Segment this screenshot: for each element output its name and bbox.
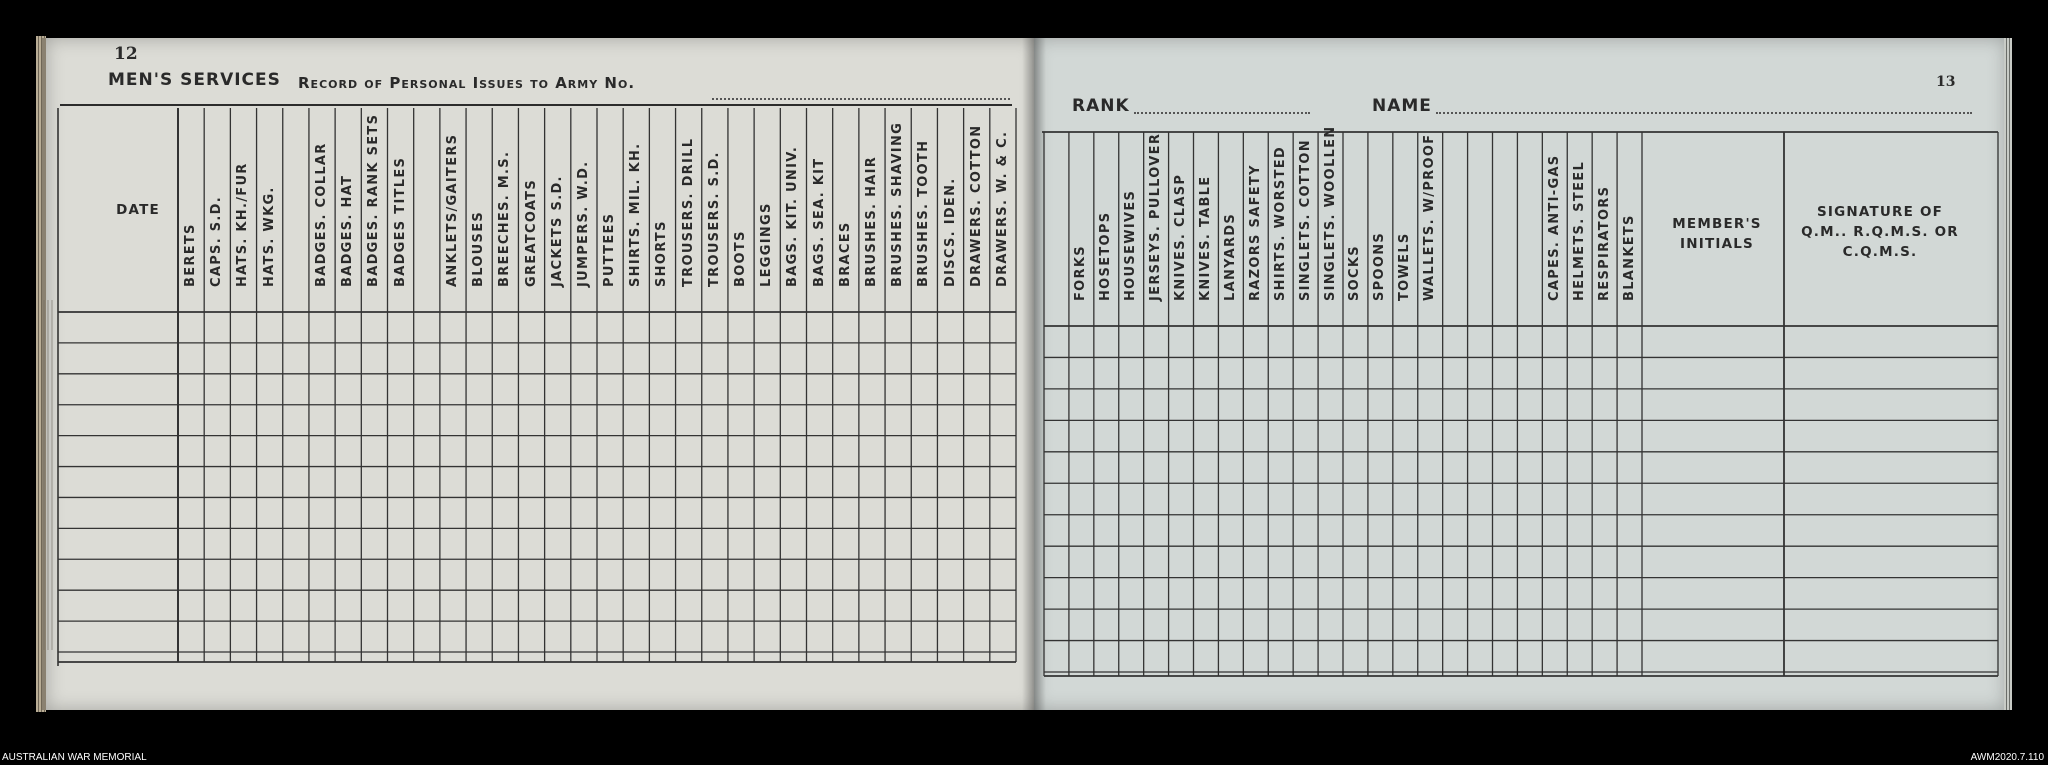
column-header-cell — [1617, 136, 1642, 322]
column-header-label: KNIVES. TABLE — [1197, 175, 1213, 301]
column-header-cell — [1218, 136, 1243, 322]
column-header-cell — [649, 112, 675, 308]
column-header-label: DRAWERS. W. & C. — [994, 130, 1010, 287]
rank-label: RANK — [1072, 96, 1130, 116]
name-field[interactable] — [1436, 112, 1972, 114]
name-label: NAME — [1372, 96, 1432, 116]
column-header-label: BOOTS — [733, 230, 749, 287]
column-header-cell — [833, 112, 859, 308]
column-header-label: BLOUSES — [471, 210, 487, 287]
column-header-label: BADGES. RANK SETS — [366, 113, 382, 287]
column-header-label: HATS. WKG. — [261, 186, 277, 287]
column-header-label: BRUSHES. HAIR — [863, 155, 879, 287]
signature-header: SIGNATURE OF Q.M.. R.Q.M.S. OR C.Q.M.S. — [1801, 204, 1959, 260]
column-header-cell — [859, 112, 885, 308]
column-header-label: BAGS. KIT. UNIV. — [785, 145, 801, 287]
column-header-label: DISCS. IDEN. — [942, 177, 958, 287]
column-header-cell — [335, 112, 361, 308]
column-header-cell — [230, 112, 256, 308]
column-header-cell — [990, 112, 1016, 308]
column-header-cell — [518, 112, 544, 308]
column-header-cell — [1069, 136, 1094, 322]
column-header-cell — [1144, 132, 1169, 322]
rank-field[interactable] — [1134, 112, 1310, 114]
footer-accession: AWM2020.7.110 — [1970, 752, 2044, 763]
army-number-field[interactable] — [712, 98, 1010, 100]
column-header-cell — [440, 112, 466, 308]
column-header-label: JACKETS S.D. — [549, 175, 565, 287]
column-header-label: LANYARDS — [1222, 212, 1238, 301]
column-header-label: WALLETS. W/PROOF — [1422, 133, 1438, 301]
column-header-cell — [754, 112, 780, 308]
column-header-cell — [388, 112, 414, 308]
column-header-cell — [676, 112, 702, 308]
column-header-label: HATS. KH./FUR — [235, 162, 251, 287]
date-column-header: DATE — [116, 202, 160, 218]
column-header-label: BAGS. SEA. KIT — [811, 157, 827, 287]
column-header-label: BRUSHES. TOOTH — [916, 139, 932, 287]
column-header-label: BADGES. HAT — [340, 174, 356, 287]
column-header-cell — [1293, 136, 1318, 322]
column-header-label: DRAWERS. COTTON — [968, 124, 984, 287]
column-header-cell — [257, 112, 283, 308]
column-header-cell — [466, 112, 492, 308]
column-header-cell — [1243, 136, 1268, 322]
column-header-label: BLANKETS — [1621, 214, 1637, 301]
left-page-number: 12 — [114, 44, 138, 64]
column-header-cell — [911, 112, 937, 308]
column-header-label: BRUSHES. SHAVING — [890, 121, 906, 287]
column-header-label: SHIRTS. WORSTED — [1272, 145, 1288, 301]
column-header-label: SINGLETS. WOOLLEN — [1322, 125, 1338, 301]
column-header-cell — [1368, 136, 1393, 322]
right-page-number: 13 — [1936, 74, 1956, 90]
column-header-label: SHORTS — [654, 220, 670, 287]
column-header-cell — [1318, 125, 1343, 322]
column-header-cell — [702, 112, 728, 308]
column-header-cell — [1169, 136, 1194, 322]
column-header-label: BREECHES. M.S. — [497, 150, 513, 287]
column-header-label: PUTTEES — [602, 212, 618, 287]
column-header-cell — [309, 112, 335, 308]
column-header-label: RESPIRATORS — [1596, 185, 1612, 301]
column-header-cell — [1592, 136, 1617, 322]
column-header-cell — [1418, 133, 1443, 322]
column-header-label: TROUSERS. S.D. — [706, 151, 722, 287]
column-header-label: HELMETS. STEEL — [1571, 160, 1587, 301]
column-header-label: FORKS — [1073, 245, 1089, 301]
section-title: MEN'S SERVICES — [108, 70, 281, 90]
column-header-cell — [1567, 136, 1592, 322]
header-rule-left — [60, 104, 1012, 106]
column-header-cell — [1542, 136, 1567, 322]
column-header-label: HOUSEWIVES — [1123, 189, 1139, 301]
members-initials-header: MEMBER'S INITIALS — [1672, 216, 1762, 252]
column-header-label: JERSEYS. PULLOVER — [1148, 132, 1164, 301]
column-header-label: ANKLETS/GAITERS — [444, 133, 460, 287]
column-header-label: JUMPERS. W.D. — [575, 160, 591, 287]
record-subtitle: Record of Personal Issues to Army No. — [298, 74, 636, 92]
column-header-label: TOWELS — [1397, 232, 1413, 301]
column-header-label: LEGGINGS — [759, 202, 775, 287]
column-header-cell — [1194, 136, 1219, 322]
column-header-cell — [1393, 136, 1418, 322]
column-header-cell — [807, 112, 833, 308]
column-header-label: RAZORS SAFETY — [1247, 164, 1263, 301]
column-header-label: SINGLETS. COTTON — [1297, 139, 1313, 301]
column-header-cell — [178, 112, 204, 308]
column-header-label: SOCKS — [1347, 245, 1363, 301]
column-header-cell — [964, 112, 990, 308]
column-header-cell — [937, 112, 963, 308]
column-header-cell — [597, 112, 623, 308]
column-header-label: BADGES. COLLAR — [314, 142, 330, 287]
column-header-cell — [545, 112, 571, 308]
column-header-label: TROUSERS. DRILL — [680, 137, 696, 287]
column-header-cell — [1094, 136, 1119, 322]
column-header-label: BADGES TITLES — [392, 156, 408, 287]
column-header-cell — [361, 112, 387, 308]
column-header-label: CAPES. ANTI-GAS — [1546, 154, 1562, 301]
column-header-cell — [571, 112, 597, 308]
column-header-label: KNIVES. CLASP — [1173, 173, 1189, 301]
column-header-cell — [623, 112, 649, 308]
column-header-label: SHIRTS. MIL. KH. — [628, 142, 644, 287]
column-header-cell — [492, 112, 518, 308]
column-header-cell — [728, 112, 754, 308]
column-header-label: SPOONS — [1372, 231, 1388, 301]
column-header-cell — [1119, 136, 1144, 322]
column-header-cell — [1343, 136, 1368, 322]
footer-credit: AUSTRALIAN WAR MEMORIAL — [2, 752, 147, 763]
column-header-cell — [1268, 136, 1293, 322]
column-header-cell — [885, 112, 911, 308]
column-header-label: GREATCOATS — [523, 178, 539, 287]
column-header-label: BRACES — [837, 221, 853, 287]
column-header-cell — [780, 112, 806, 308]
column-header-label: HOSETOPS — [1098, 211, 1114, 301]
column-header-label: BERETS — [183, 223, 199, 287]
column-header-cell — [204, 112, 230, 308]
column-header-label: CAPS. S.D. — [209, 196, 225, 287]
